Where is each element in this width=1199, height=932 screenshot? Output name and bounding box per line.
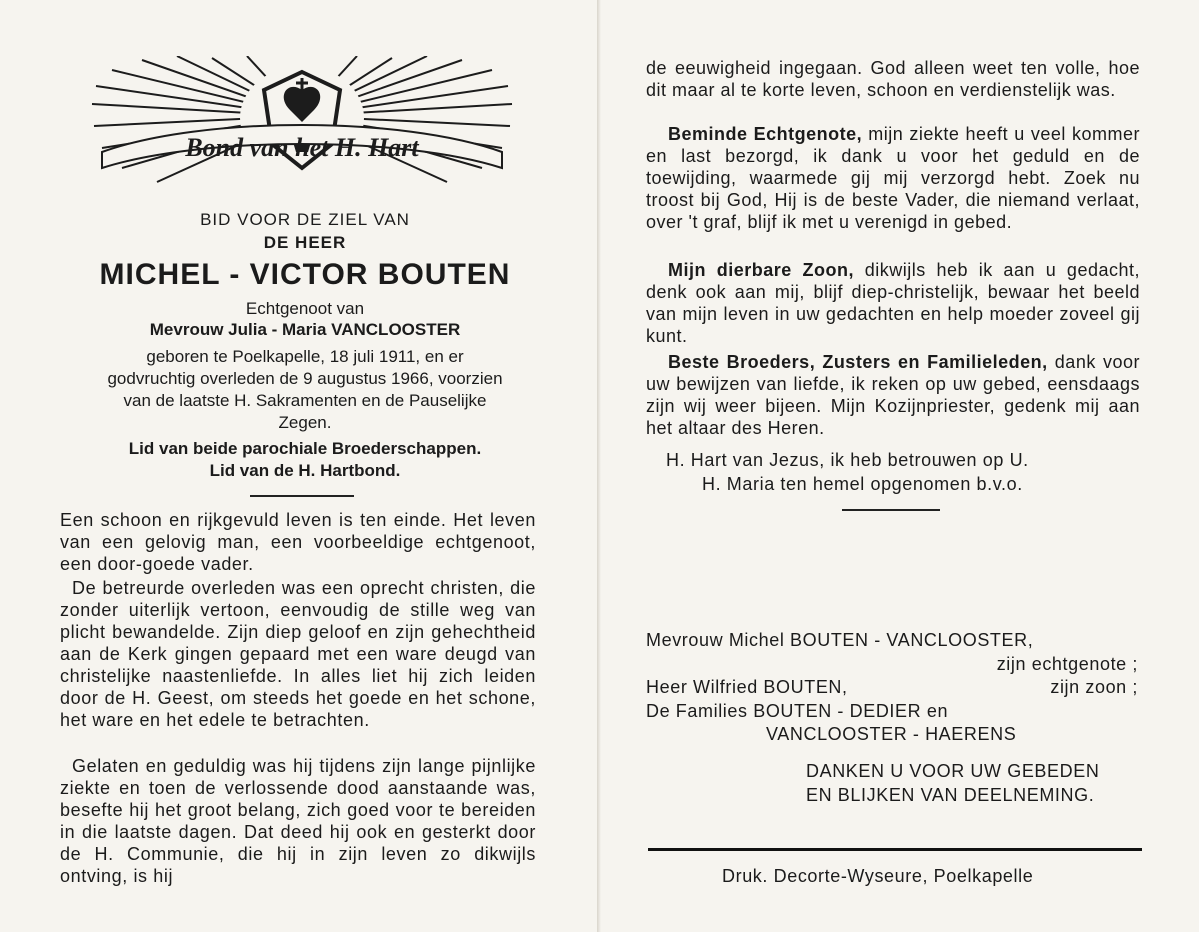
- address-text: mijn ziekte heeft u veel kommer en last bezorgd, ik dank u voor het geduld en de toewijding, waarmede gij mij verzorgd hebt. Zoek nu troost bij God, Hij is de beste Vader, die niemand verlaat, over 't graf, blijf ik met u verenigd in gebed.: [646, 124, 1140, 232]
- family-role-1: zijn echtgenote ;: [996, 654, 1138, 674]
- family-role-2: zijn zoon ;: [1050, 677, 1138, 697]
- printer-credit: Druk. Decorte-Wyseure, Poelkapelle: [722, 866, 1034, 886]
- deceased-name: MICHEL - VICTOR BOUTEN: [99, 258, 511, 291]
- obituary-paragraph-2: De betreurde overleden was een oprecht christen, die zonder uiterlijk vertoon, eenvoudig de stille weg van plicht bewandelde. Zijn diep geloof en zijn gehechtheid aan de Kerk gingen gepaard met een ware deugd van christelijke naastenliefde. In alles liet hij zich leiden door de H. Geest, om steeds het goede en het schone, het ware en het edele te betrachten.: [60, 578, 536, 730]
- divider: [250, 495, 354, 497]
- family-line-3: De Families BOUTEN - DEDIER en: [646, 701, 949, 721]
- obituary-paragraph-1: Een schoon en rijkgevuld leven is ten einde. Het leven van een gelovig man, een voorbeeldige echtgenoot, een door-goede vader.: [60, 510, 536, 574]
- address-heading: Mijn dierbare Zoon,: [668, 260, 854, 280]
- spouse-label: Echtgenoot van: [245, 299, 365, 318]
- center-fold: [597, 0, 601, 932]
- thanks-line-2: EN BLIJKEN VAN DEELNEMING.: [806, 785, 1095, 805]
- thanks-line-1: DANKEN U VOOR UW GEBEDEN: [806, 761, 1100, 781]
- address-heading: Beste Broeders, Zusters en Familieleden,: [668, 352, 1048, 372]
- address-son: [646, 259, 1140, 347]
- address-heading: Beminde Echtgenote,: [668, 124, 863, 144]
- address-family: [646, 351, 1140, 439]
- pray-line: BID VOOR DE ZIEL VAN: [200, 210, 410, 229]
- family-line-4: VANCLOOSTER - HAERENS: [766, 724, 1017, 744]
- banner-text: Bond van het H. Hart: [185, 133, 419, 162]
- address-text: dank voor uw bewijzen van liefde, ik reken op uw gebed, eensdaags zijn wij weer bijeen. Mijn Kozijnpriester, gedenk mij aan het altaar des Heren.: [646, 352, 1140, 438]
- spouse-name: Mevrouw Julia - Maria VANCLOOSTER: [149, 320, 461, 339]
- sacred-heart-emblem: [82, 56, 522, 186]
- membership-2: Lid van de H. Hartbond.: [209, 461, 401, 480]
- life-details: geboren te Poelkapelle, 18 juli 1911, en er godvruchtig overleden de 9 augustus 1966, voorzien van de laatste H. Sakramenten en de Pauselijke Zegen.: [107, 347, 503, 432]
- membership-1: Lid van beide parochiale Broederschappen.: [128, 439, 482, 458]
- family-line-1: Mevrouw Michel BOUTEN - VANCLOOSTER,: [646, 630, 1034, 650]
- title-line: DE HEER: [263, 233, 347, 252]
- address-text: dikwijls heb ik aan u gedacht, denk ook aan mij, blijf diep-christelijk, bewaar het beeld van mijn leven in uw gedachten en help moeder zoveel gij kunt.: [646, 260, 1140, 346]
- divider: [842, 509, 940, 511]
- prayer-2: H. Maria ten hemel opgenomen b.v.o.: [702, 474, 1023, 494]
- address-spouse: [646, 123, 1140, 233]
- prayer-1: H. Hart van Jezus, ik heb betrouwen op U.: [666, 450, 1029, 470]
- family-line-2: Heer Wilfried BOUTEN,: [646, 677, 848, 697]
- obituary-paragraph-3: Gelaten en geduldig was hij tijdens zijn lange pijnlijke ziekte en toen de verlossende dood aanstaande was, besefte hij het groot belang, zich goed voor te bereiden in die laatste dagen. Dat deed hij ook en gesterkt door de H. Communie, die hij in zijn leven zo dikwijls ontving, is hij: [60, 756, 536, 886]
- footer-rule: [648, 848, 1142, 851]
- obituary-continuation: de eeuwigheid ingegaan. God alleen weet ten volle, hoe dit maar al te korte leven, schoon en verdienstelijk was.: [646, 58, 1140, 100]
